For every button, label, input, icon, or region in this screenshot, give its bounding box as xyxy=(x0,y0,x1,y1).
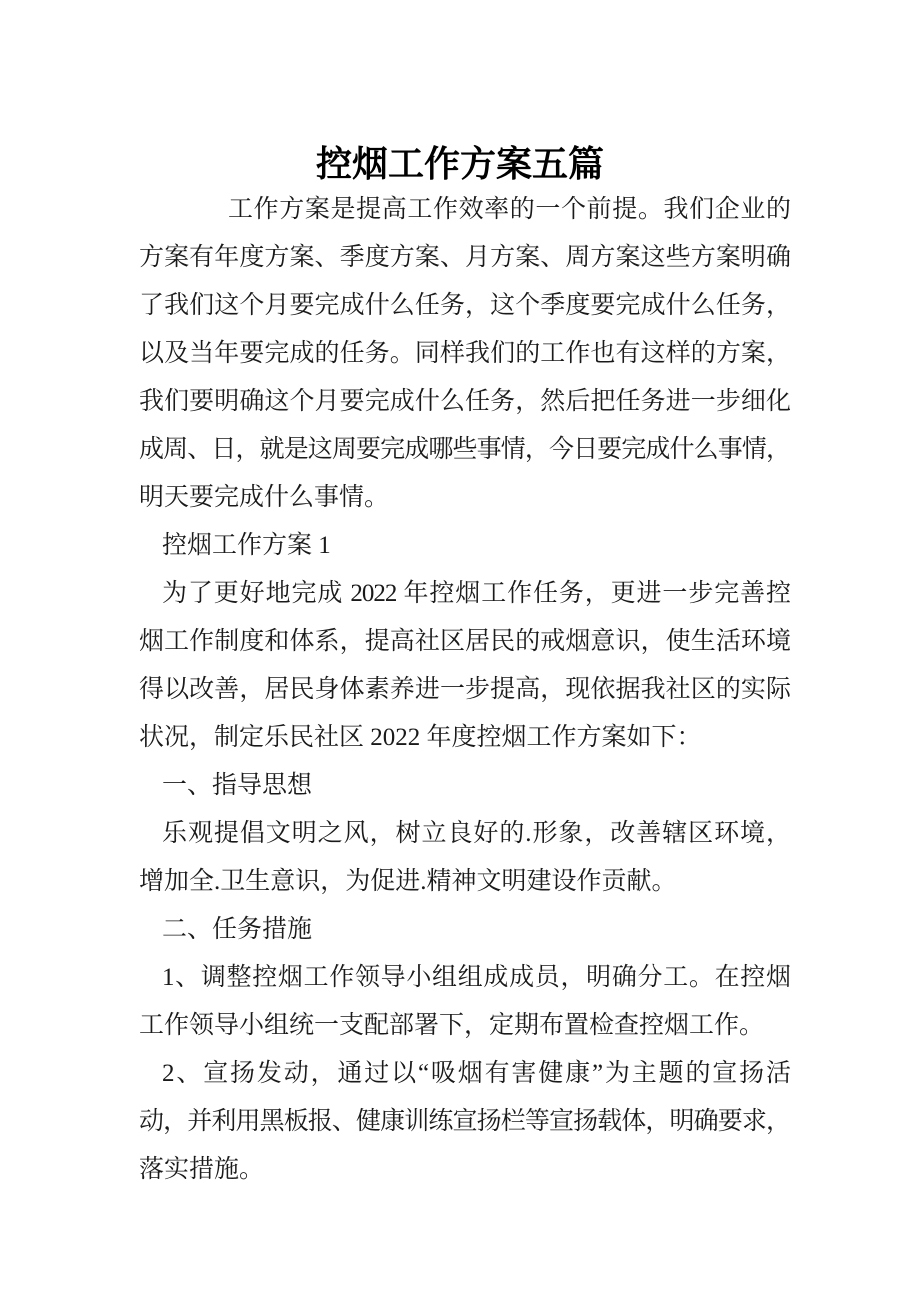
measure-item-2 xyxy=(139,1050,790,1194)
guiding-thought-body xyxy=(139,810,790,906)
text-line: 一、指导思想 xyxy=(162,772,313,799)
paragraph-intro xyxy=(139,186,790,522)
text-line: 我们要明确这个月要完成什么任务，然后把任务进一步细化 xyxy=(139,388,790,415)
text-line: 乐观提倡文明之风，树立良好的.形象，改善辖区环境， xyxy=(162,820,790,847)
text-line: 烟工作制度和体系，提高社区居民的戒烟意识，使生活环境 xyxy=(139,628,790,655)
text-line: 状况，制定乐民社区 2022 年度控烟工作方案如下： xyxy=(139,724,702,751)
heading-task-measures xyxy=(139,906,790,954)
text-line: 增加全.卫生意识，为促进.精神文明建设作贡献。 xyxy=(139,868,677,895)
document-body xyxy=(139,186,790,1194)
text-line: 以及当年要完成的任务。同样我们的工作也有这样的方案， xyxy=(139,340,790,367)
text-line: 了我们这个月要完成什么任务，这个季度要完成什么任务， xyxy=(139,292,790,319)
text-line: 控烟工作方案 1 xyxy=(162,532,331,559)
text-line: 动，并利用黑板报、健康训练宣扬栏等宣扬载体，明确要求， xyxy=(139,1108,790,1135)
text-line: 得以改善，居民身体素养进一步提高，现依据我社区的实际 xyxy=(139,676,790,703)
document-title: 控烟工作方案五篇 xyxy=(315,143,604,185)
text-line: 2、宣扬发动，通过以“吸烟有害健康”为主题的宣扬活 xyxy=(162,1060,790,1087)
text-line: 明天要完成什么事情。 xyxy=(139,484,390,511)
text-line: 工作方案是提高工作效率的一个前提。我们企业的 xyxy=(228,196,790,223)
text-line: 落实措施。 xyxy=(139,1156,265,1183)
text-line: 为了更好地完成 2022 年控烟工作任务，更进一步完善控 xyxy=(162,580,790,607)
section-1-heading xyxy=(139,522,790,570)
text-line: 方案有年度方案、季度方案、月方案、周方案这些方案明确 xyxy=(139,244,790,271)
measure-item-1 xyxy=(139,954,790,1050)
text-line: 工作领导小组统一支配部署下，定期布置检查控烟工作。 xyxy=(139,1012,765,1039)
section-1-opening xyxy=(139,570,790,762)
text-line: 1、调整控烟工作领导小组组成成员，明确分工。在控烟 xyxy=(162,964,790,991)
text-line: 二、任务措施 xyxy=(162,916,313,943)
text-line: 成周、日，就是这周要完成哪些事情，今日要完成什么事情， xyxy=(139,436,790,463)
heading-guiding-thought xyxy=(139,762,790,810)
